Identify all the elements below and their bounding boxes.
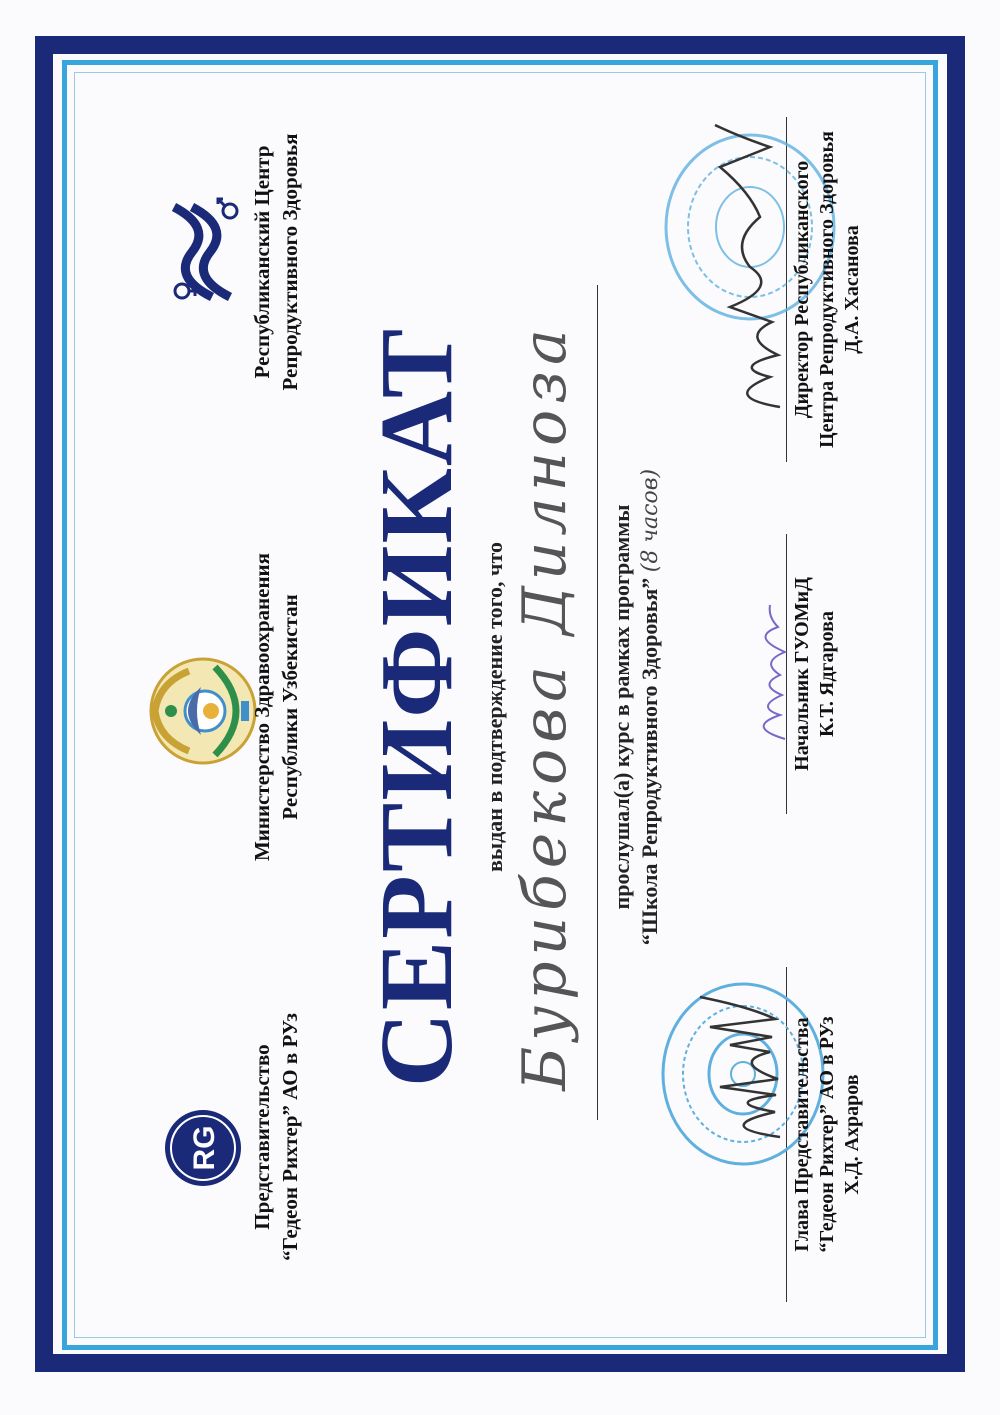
signatory-1: Глава Представительства “Гедеон Рихтер” АО в РУз Х.Д. Ахраров — [791, 1016, 863, 1253]
header-center: Республиканский Центр Репродуктивного Здоровья — [250, 133, 302, 391]
header-gedeon-richter: Представительство “Гедеон Рихтер” АО в РУз — [250, 1013, 302, 1261]
svg-text:RG: RG — [188, 1125, 221, 1171]
signature-akhrarov-icon — [690, 987, 800, 1157]
issued-line: выдан в подтверждение того, что — [482, 542, 507, 872]
course-hours: (8 часов) — [638, 468, 663, 573]
certificate-title: СЕРТИФИКАТ — [359, 326, 474, 1088]
gedeon-richter-logo-icon — [162, 1107, 244, 1189]
signature-khasanova-icon — [700, 117, 800, 417]
signatory-2: Начальник ГУОМиД К.Т. Ядгарова — [791, 577, 838, 771]
name-underline — [597, 285, 598, 1120]
course-line-1: прослушал(а) курс в рамках программы — [609, 504, 634, 910]
uzbekistan-emblem-icon — [145, 653, 261, 769]
header-ministry: Министерство Здравоохранения Республики Узбекистан — [250, 552, 302, 862]
rcrh-logo-icon — [152, 197, 248, 307]
course-text — [608, 107, 665, 1307]
certificate-content — [100, 107, 900, 1307]
recipient-name: Бурибекова Дилноза — [510, 323, 580, 1091]
signatory-3: Директор Республиканского Центра Репродуктивного Здоровья Д.А. Хасанова — [791, 131, 863, 448]
course-program-name: “Школа Репродуктивного Здоровья” — [637, 577, 662, 946]
